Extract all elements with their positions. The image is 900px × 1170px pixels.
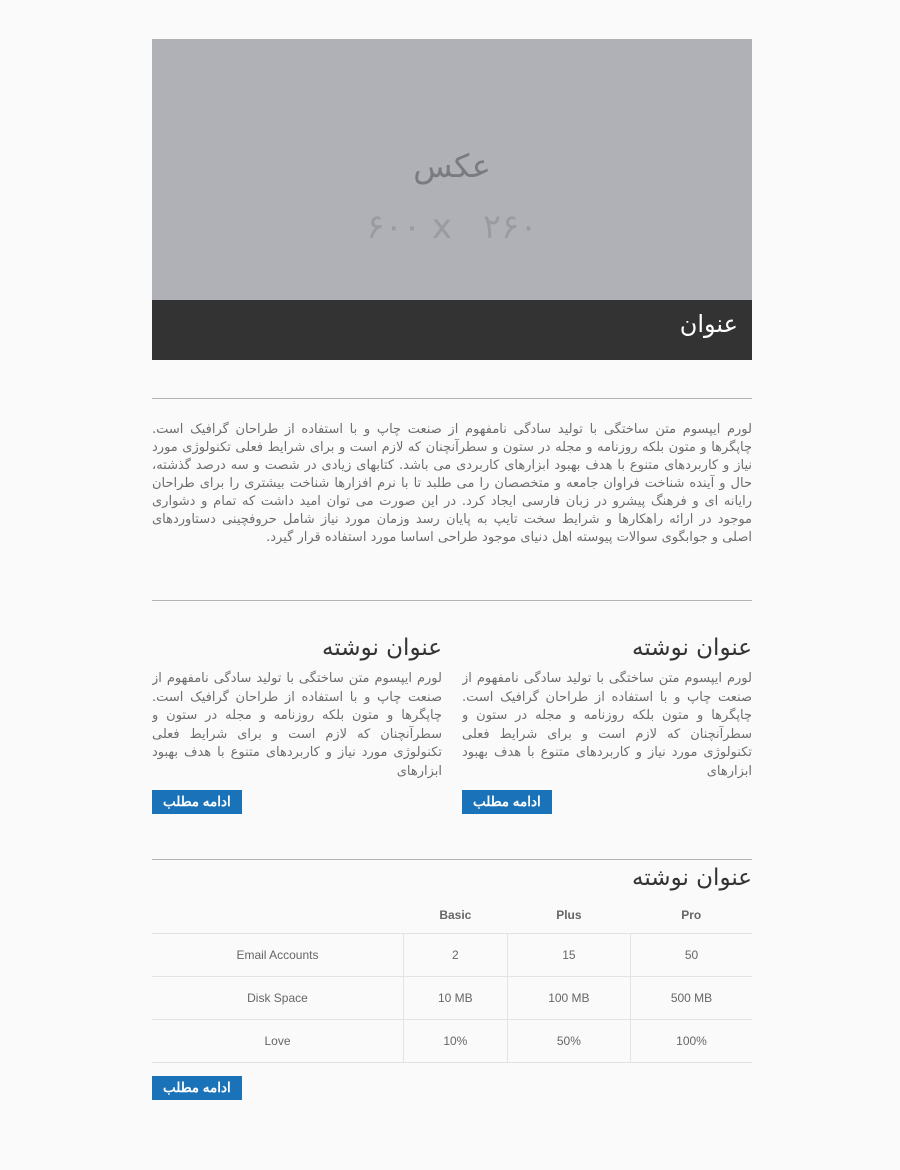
image-placeholder-size: ۶۰۰ x ۲۶۰	[366, 207, 538, 247]
pricing-header-cell: Plus	[556, 908, 582, 922]
post-excerpt: لورم ایپسوم متن ساختگی با تولید سادگی نامفهوم از صنعت چاپ و با استفاده از طراحان گرافیک است. چاپگرها و متون بلکه روزنامه و مجله در ستون و سطرآنچنان که لازم است و برای شرایط فعلی تکنولوژی مورد نیاز و کاربردهای متنوع با هدف بهبود ابزارهای	[152, 671, 442, 779]
divider	[152, 600, 752, 601]
pricing-title: عنوان نوشته	[632, 865, 752, 891]
table-row	[152, 1020, 752, 1063]
image-placeholder-label: عکس	[413, 147, 491, 185]
posts-row	[152, 633, 752, 814]
image-placeholder	[152, 39, 752, 299]
pricing-header-row	[152, 897, 752, 934]
post-title: عنوان نوشته	[632, 635, 752, 661]
divider	[152, 859, 752, 860]
pricing-value-cell: 500 MB	[631, 977, 752, 1020]
post-title: عنوان نوشته	[322, 635, 442, 661]
hero-title: عنوان	[679, 310, 738, 338]
pricing-feature-cell: Email Accounts	[152, 934, 403, 977]
intro-paragraph: لورم ایپسوم متن ساختگی با تولید سادگی نامفهوم از صنعت چاپ و با استفاده از طراحان گرافیک است. چاپگرها و متون بلکه روزنامه و مجله در ستون و سطرآنچنان که لازم است و برای شرایط فعلی تکنولوژی مورد نیاز و کاربردهای متنوع با هدف بهبود ابزارهای کاربردی می باشد. کتابهای زیادی در شصت و سه درصد گذشته، حال و آینده شناخت فراوان جامعه و متخصصان را می طلبد تا با نرم افزارها شناخت بیشتری را برای طراحان رایانه ای و فرهنگ پیشرو در زبان فارسی ایجاد کرد. در این صورت می توان امید داشت که تمام و دشواری موجود در ارائه راهکارها و شرایط سخت تایپ به پایان رسد وزمان مورد نیاز شامل حروفچینی دستاوردهای اصلی و جوابگوی سوالات پیوسته اهل دنیای موجود طراحی اساسا مورد استفاده قرار گیرد.	[152, 422, 752, 545]
pricing-feature-cell: Disk Space	[152, 977, 403, 1020]
pricing-value-cell: 50	[631, 934, 752, 977]
post-excerpt: لورم ایپسوم متن ساختگی با تولید سادگی نامفهوم از صنعت چاپ و با استفاده از طراحان گرافیک است. چاپگرها و متون بلکه روزنامه و مجله در ستون و سطرآنچنان که لازم است و برای شرایط فعلی تکنولوژی مورد نیاز و کاربردهای متنوع با هدف بهبود ابزارهای	[462, 671, 752, 779]
pricing-value-cell: 2	[403, 934, 507, 977]
hero-banner	[152, 39, 752, 360]
pricing-value-cell: 100%	[631, 1020, 752, 1063]
pricing-value-cell: 10 MB	[403, 977, 507, 1020]
read-more-button[interactable]: ادامه مطلب	[152, 1076, 242, 1100]
email-template	[152, 39, 752, 1100]
pricing-value-cell: 50%	[507, 1020, 630, 1063]
pricing-value-cell: 10%	[403, 1020, 507, 1063]
pricing-value-cell: 100 MB	[507, 977, 630, 1020]
table-row	[152, 977, 752, 1020]
hero-caption-bar	[152, 300, 752, 360]
pricing-header-cell: Basic	[439, 908, 472, 922]
divider	[152, 398, 752, 399]
read-more-button[interactable]: ادامه مطلب	[462, 790, 552, 814]
pricing-header-cell: Pro	[681, 908, 702, 922]
pricing-value-cell: 15	[507, 934, 630, 977]
pricing-table	[152, 897, 752, 1063]
pricing-feature-cell: Love	[152, 1020, 403, 1063]
pricing-header-cell	[152, 897, 403, 934]
post-card	[462, 633, 752, 814]
read-more-button[interactable]: ادامه مطلب	[152, 790, 242, 814]
post-card	[152, 633, 442, 814]
table-row	[152, 934, 752, 977]
